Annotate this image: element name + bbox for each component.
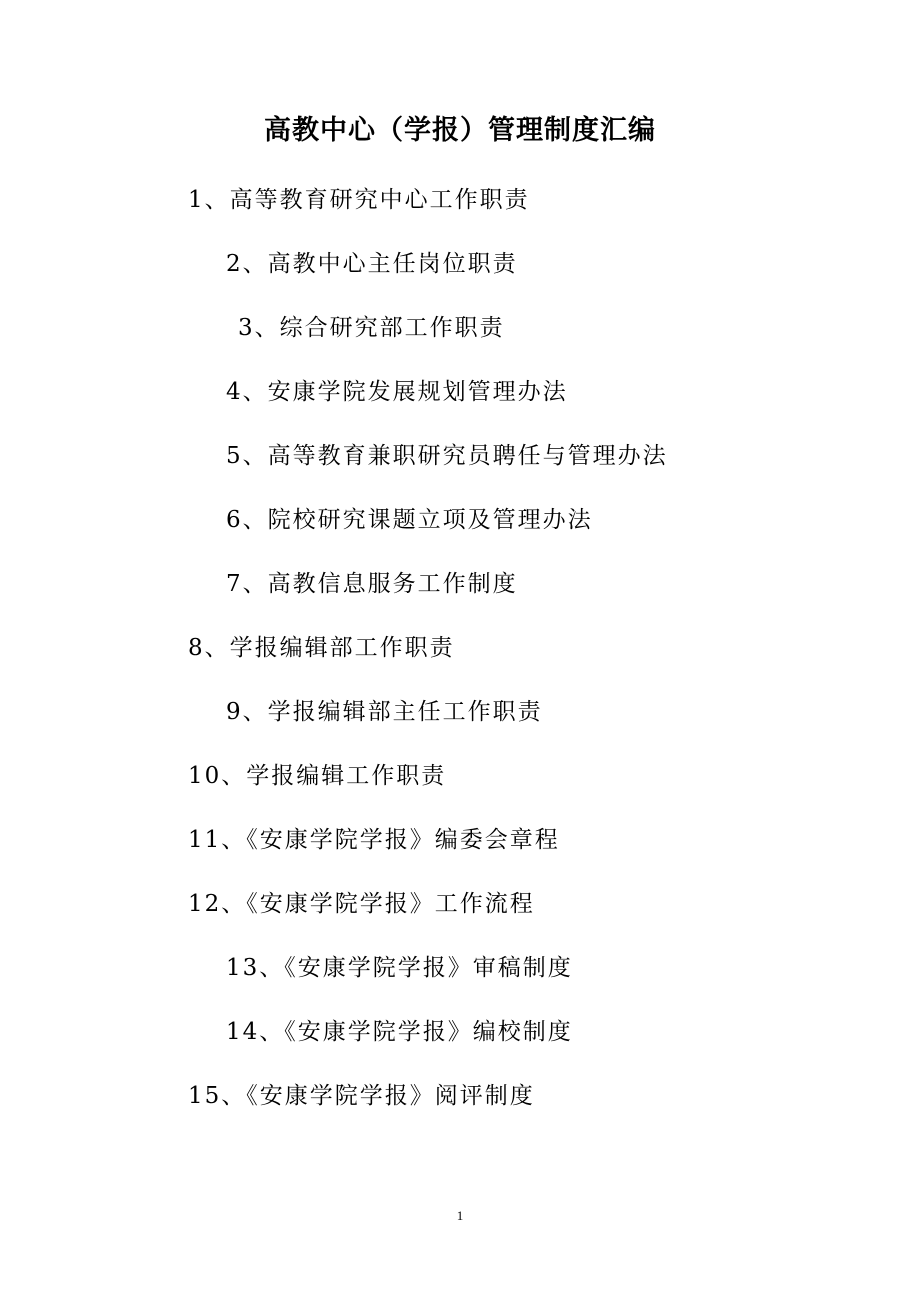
list-item: 12、《安康学院学报》工作流程 [188, 891, 535, 917]
page-number: 1 [456, 1208, 464, 1223]
list-item: 2、高教中心主任岗位职责 [226, 251, 518, 277]
list-item: 14、《安康学院学报》编校制度 [226, 1019, 573, 1045]
list-item: 1、高等教育研究中心工作职责 [188, 187, 530, 213]
list-item: 3、综合研究部工作职责 [238, 315, 505, 341]
list-item: 11、《安康学院学报》编委会章程 [188, 827, 560, 853]
list-item: 8、学报编辑部工作职责 [188, 635, 455, 661]
document-title: 高教中心（学报）管理制度汇编 [264, 115, 656, 146]
list-item: 13、《安康学院学报》审稿制度 [226, 955, 573, 981]
list-item: 5、高等教育兼职研究员聘任与管理办法 [226, 443, 668, 469]
list-item: 6、院校研究课题立项及管理办法 [226, 507, 593, 533]
list-item: 15、《安康学院学报》阅评制度 [188, 1083, 535, 1109]
list-item: 9、学报编辑部主任工作职责 [226, 699, 543, 725]
list-item: 4、安康学院发展规划管理办法 [226, 379, 568, 405]
list-item: 10、学报编辑工作职责 [188, 763, 447, 789]
list-item: 7、高教信息服务工作制度 [226, 571, 518, 597]
